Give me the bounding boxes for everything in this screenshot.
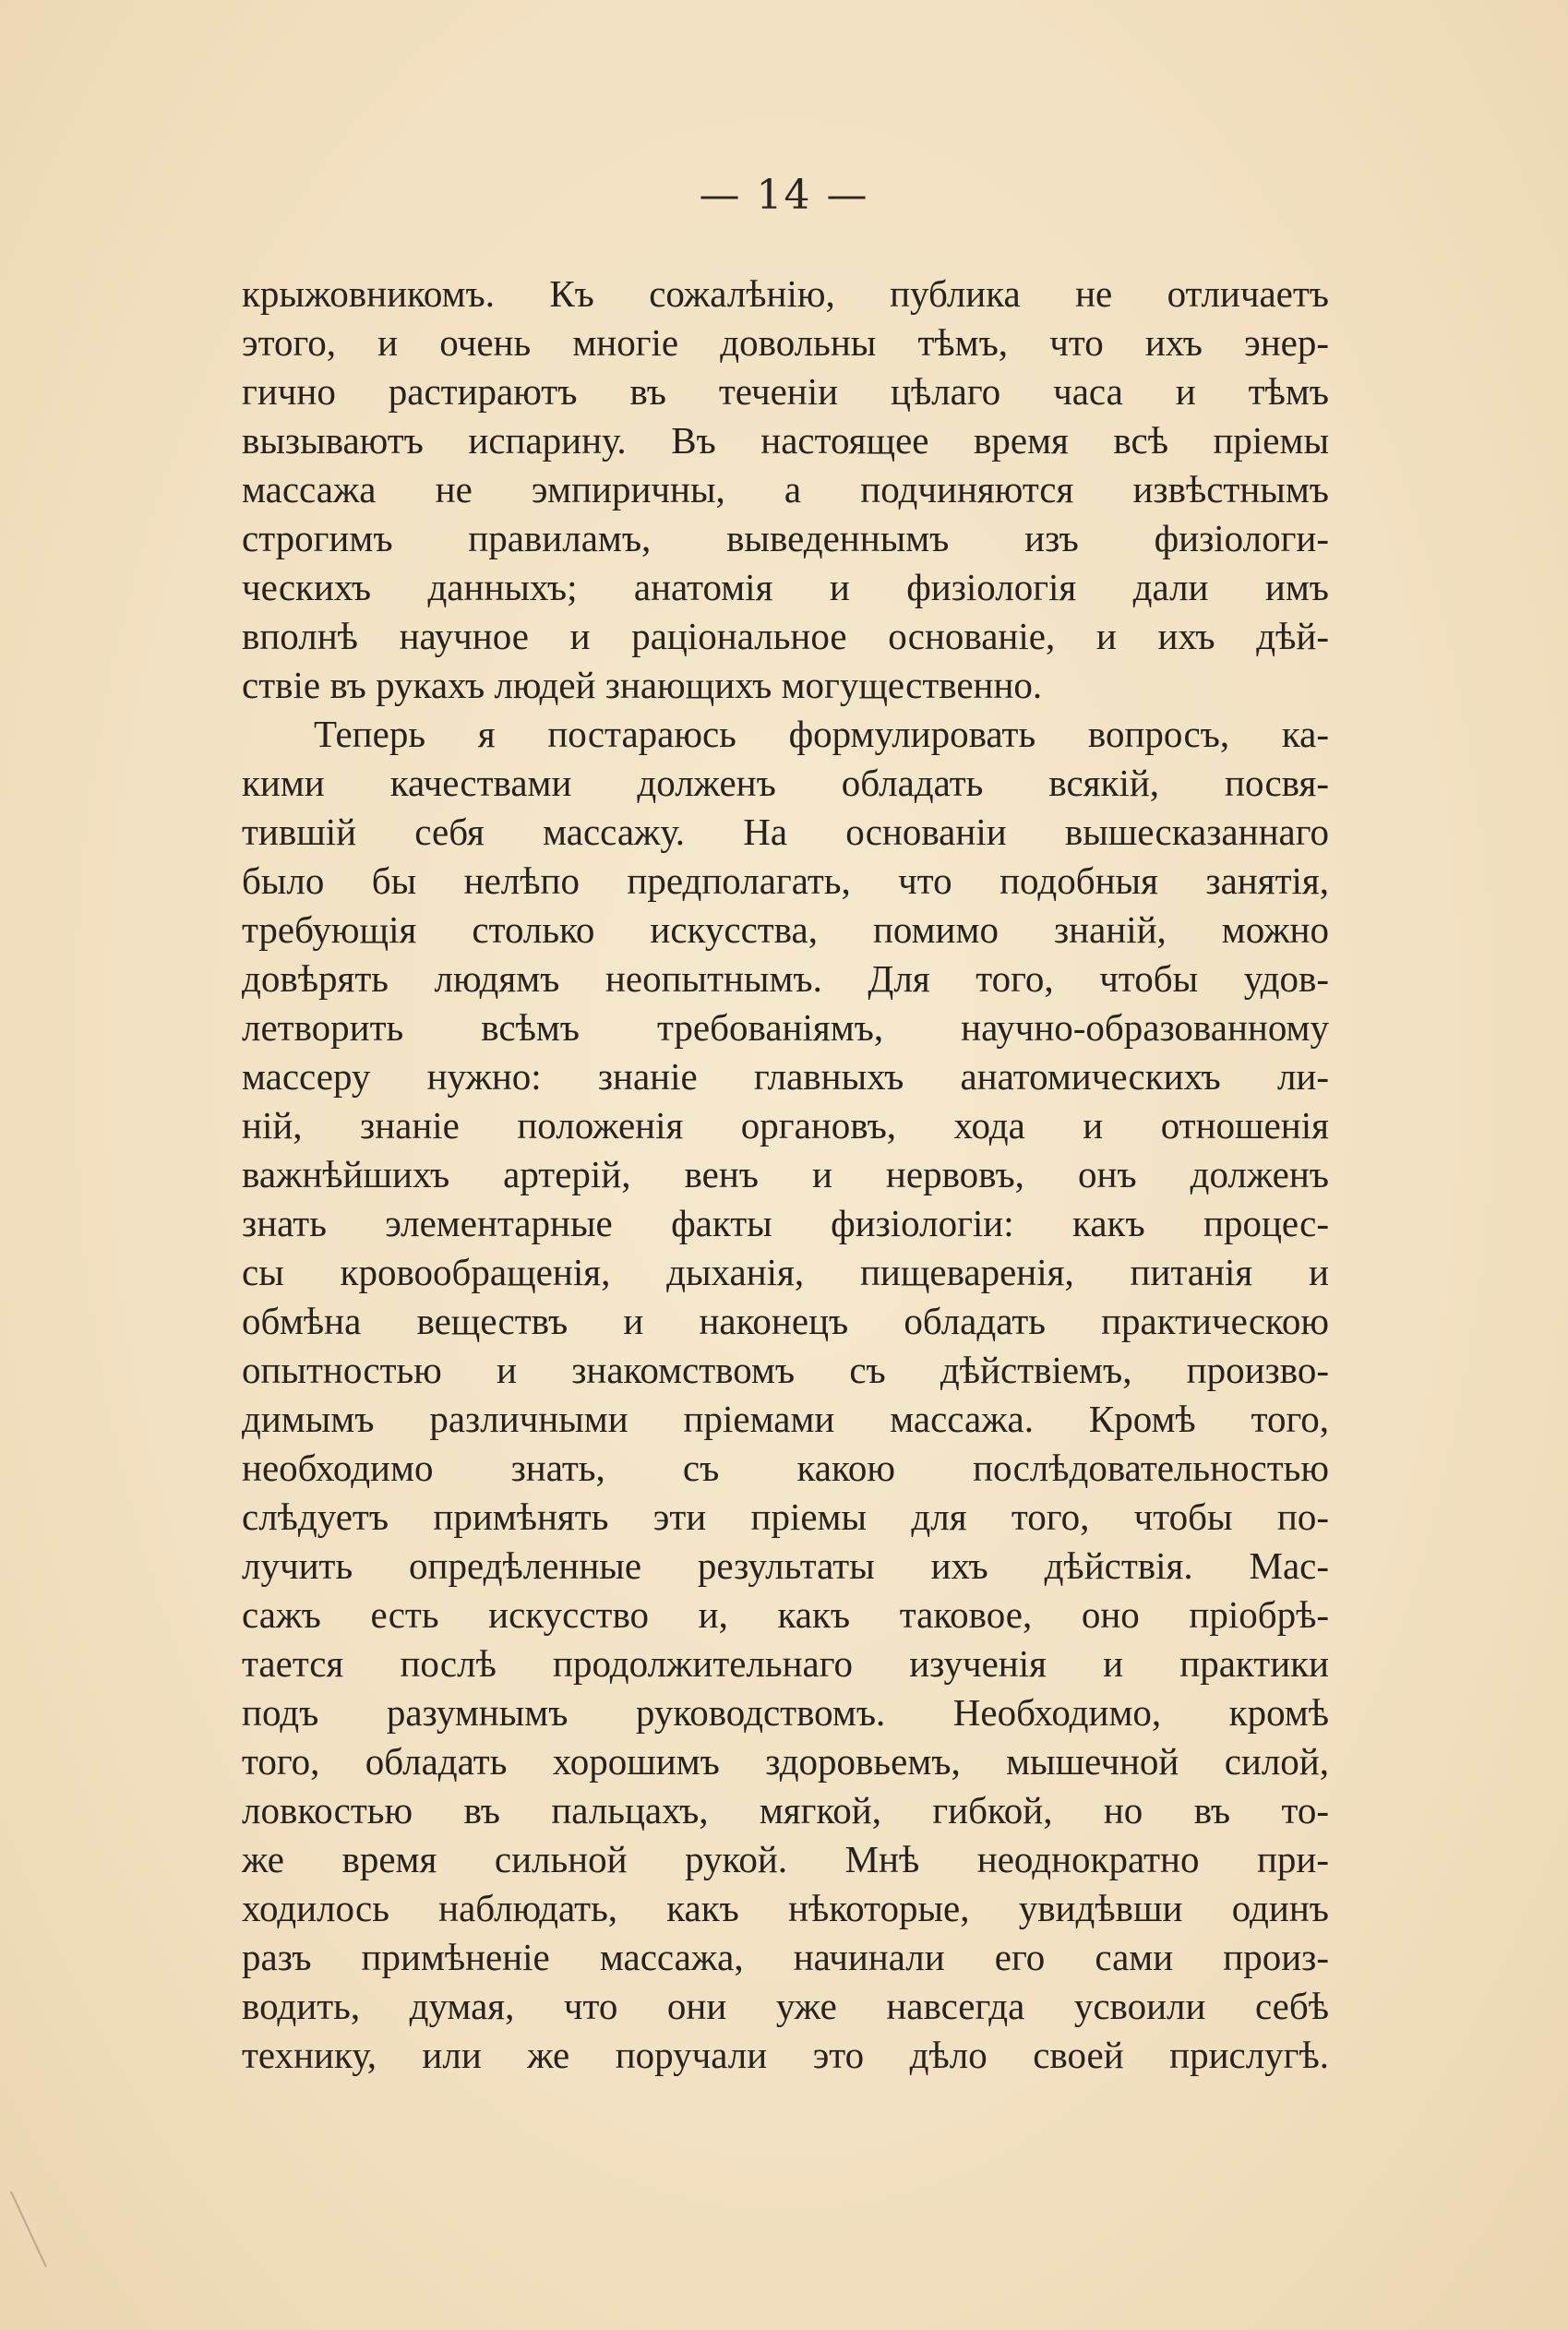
text-line: того, обладать хорошимъ здоровьемъ, мышечной силой, [242,1740,1329,1783]
text-line: крыжовникомъ. Къ сожалѣнію, публика не отличаетъ [242,272,1329,315]
page-number: — 14 — [699,172,869,219]
text-line: тается послѣ продолжительнаго изученія и практики [242,1642,1329,1685]
text-line: ствіе въ рукахъ людей знающихъ могущественно. [242,664,1043,706]
text-line: гично растираютъ въ теченіи цѣлаго часа и тѣмъ [242,370,1329,413]
text-line: ловкостью въ пальцахъ, мягкой, гибкой, но въ то- [242,1789,1329,1832]
text-line: водить, думая, что они уже навсегда усвоили себѣ [242,1985,1329,2027]
text-line: довѣрять людямъ неопытнымъ. Для того, чтобы удов- [242,957,1329,1000]
text-line: этого, и очень многіе довольны тѣмъ, что ихъ энер- [242,321,1329,364]
text-line: ческихъ данныхъ; анатомія и физіологія дали имъ [242,566,1329,608]
body-text [242,270,1329,2080]
text-line: сажъ есть искусство и, какъ таковое, оно пріобрѣ- [242,1593,1329,1636]
text-line: важнѣйшихъ артерій, венъ и нервовъ, онъ долженъ [242,1153,1329,1195]
text-line: сы кровообращенія, дыханія, пищеваренія, питанія и [242,1251,1329,1293]
text-line: тившій себя массажу. На основаніи вышесказаннаго [242,811,1329,853]
text-line: массажа не эмпиричны, а подчиняются извѣстнымъ [242,468,1329,510]
text-line: подъ разумнымъ руководствомъ. Необходимо, кромѣ [242,1691,1329,1734]
text-line: опытностью и знакомствомъ съ дѣйствіемъ, произво- [242,1349,1329,1391]
text-line: лучить опредѣленные результаты ихъ дѣйствія. Мас- [242,1544,1329,1587]
text-line: было бы нелѣпо предполагать, что подобныя занятія, [242,859,1329,902]
text-line: вызываютъ испарину. Въ настоящее время всѣ пріемы [242,419,1329,462]
text-line: массеру нужно: знаніе главныхъ анатомическихъ ли- [242,1055,1329,1098]
text-line: знать элементарные факты физіологіи: какъ процес- [242,1202,1329,1244]
text-line: же время сильной рукой. Мнѣ неоднократно при- [242,1838,1329,1880]
text-line: строгимъ правиламъ, выведеннымъ изъ физіологи- [242,517,1329,559]
text-line: обмѣна веществъ и наконецъ обладать практическою [242,1300,1329,1342]
text-line: кими качествами долженъ обладать всякій, посвя- [242,762,1329,804]
text-line: вполнѣ научное и раціональное основаніе, и ихъ дѣй- [242,615,1329,657]
text-line: димымъ различными пріемами массажа. Кромѣ того, [242,1398,1329,1440]
text-line: необходимо знать, съ какою послѣдовательностью [242,1447,1329,1489]
text-line: слѣдуетъ примѣнять эти пріемы для того, чтобы по- [242,1495,1329,1538]
text-line: ходилось наблюдать, какъ нѣкоторые, увидѣвши одинъ [242,1887,1329,1929]
text-line: ній, знаніе положенія органовъ, хода и отношенія [242,1104,1329,1147]
scan-mark [10,2192,47,2267]
paragraph-start-line: Теперь я постараюсь формулировать вопросъ, ка- [314,713,1329,755]
text-line: разъ примѣненіе массажа, начинали его сами произ- [242,1936,1329,1978]
text-line: технику, или же поручали это дѣло своей прислугѣ. [242,2034,1329,2076]
text-line: летворить всѣмъ требованіямъ, научно-образованному [242,1006,1329,1049]
text-line: требующія столько искусства, помимо знаній, можно [242,908,1329,951]
